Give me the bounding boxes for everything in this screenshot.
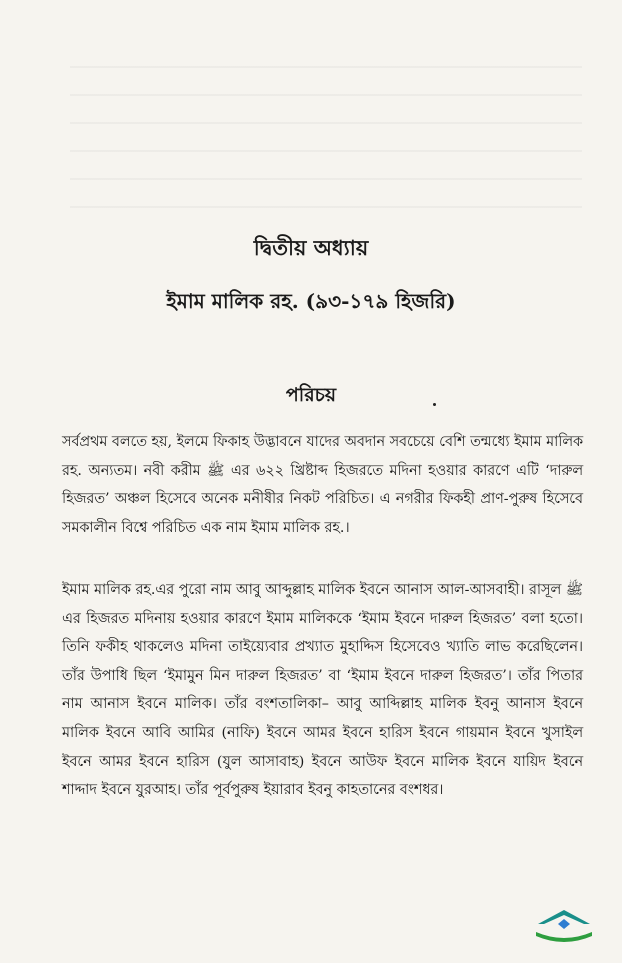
chapter-title: ইমাম মালিক রহ. (৯৩-১৭৯ হিজরি)	[166, 289, 456, 313]
chapter-label: দ্বিতীয় অধ্যায়	[253, 235, 369, 260]
bleed-through-text	[70, 40, 582, 220]
publisher-logo	[532, 908, 596, 948]
stray-dot	[433, 403, 436, 406]
logo-base	[536, 932, 592, 942]
paragraph-2: ইমাম মালিক রহ.এর পুরো নাম আবু আব্দুল্লাহ মালিক ইবনে আনাস আল-আসবাহী। রাসূল ﷺ এর হিজরত মদিনায় হওয়ার কারণে ইমাম মালিককে ‘ইমাম ইবনে দারুল হিজরত’ বলা হতো। তিনি ফকীহ থাকলেও মদিনা তাইয়্যেবার প্রখ্যাত মুহাদ্দিস হিসেবেও খ্যাতি লাভ করেছিলেন। তাঁর উপাধি ছিল ‘ইমামুন মিন দারুল হিজরত’ বা ‘ইমাম ইবনে দারুল হিজরত’। তাঁর পিতার নাম আনাস ইবনে মালিক। তাঁর বংশতালিকা– আবু আব্দিল্লাহ মালিক ইবনু আনাস ইবনে মালিক ইবনে আবি আমির (নাফি) ইবনে আমর ইবনে হারিস ইবনে গায়মান ইবনে খুসাইল ইবনে আমর ইবনে হারিস (যুল আসাবাহ) ইবনে আউফ ইবনে মালিক ইবনে যায়িদ ইবনে শাদ্দাদ ইবনে যুরআহ। তাঁর পূর্বপুরুষ ইয়ারাব ইবনু কাহতানের বংশধর।	[62, 582, 583, 799]
logo-center	[558, 919, 570, 929]
section-heading: পরিচয়	[285, 384, 337, 406]
paragraph-1: সর্বপ্রথম বলতে হয়, ইলমে ফিকাহ উদ্ভাবনে যাদের অবদান সবচেয়ে বেশি তন্মধ্যে ইমাম মালিক রহ. অন্যতম। নবী করীম ﷺ এর ৬২২ খ্রিষ্টাব্দ হিজরতে মদিনা হওয়ার কারণে এটি ‘দারুল হিজরত’ অঞ্চল হিসেবে অনেক মনীষীর নিকট পরিচিত। এ নগরীর ফিকহী প্রাণ-পুরুষ হিসেবে সমকালীন বিশ্বে পরিচিত এক নাম ইমাম মালিক রহ.।	[62, 434, 583, 536]
